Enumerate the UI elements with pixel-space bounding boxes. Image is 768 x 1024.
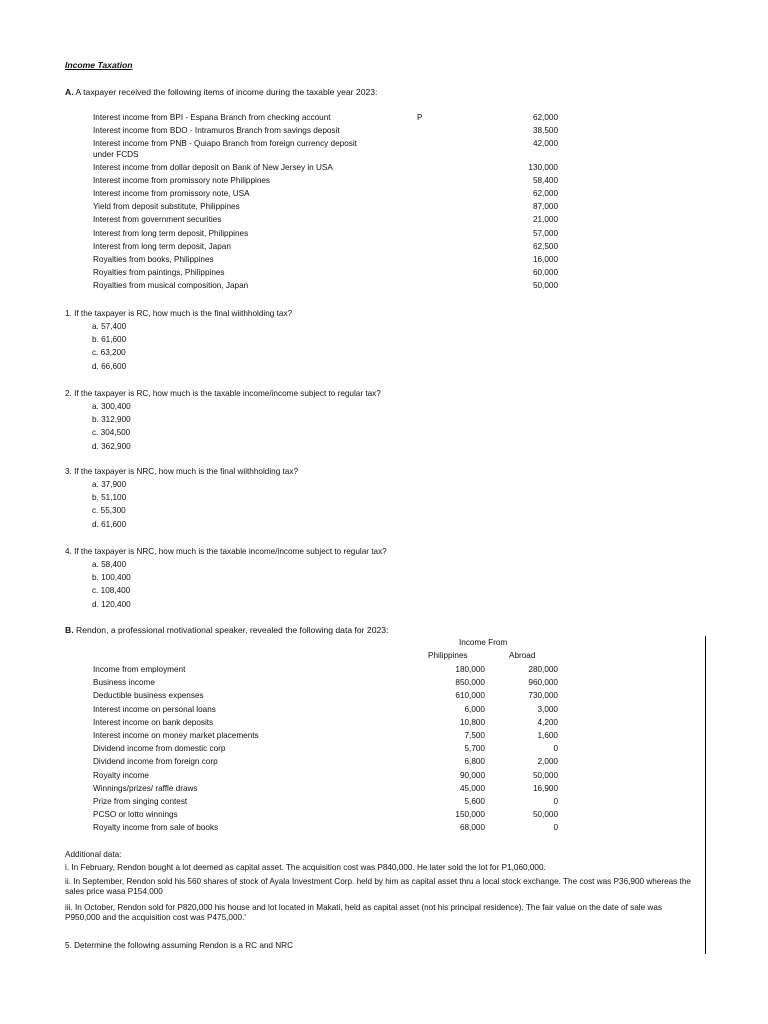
section-a-intro-text: A taxpayer received the following items of income during the taxable year 2023:: [75, 87, 378, 97]
income-item-value: 16,000: [532, 255, 558, 264]
income-item-value: 62,000: [532, 113, 558, 122]
additional-heading: Additional data:: [65, 850, 122, 859]
answer-option: c. 304,500: [92, 428, 131, 438]
rendon-row-philippines-value: 6,800: [464, 757, 485, 767]
income-item-label: Royalties from books, Philippines: [93, 255, 214, 264]
rendon-row-abroad-value: 2,000: [537, 757, 558, 767]
question-5: 5. Determine the following assuming Rendon is a RC and NRC: [65, 941, 293, 950]
rendon-row-abroad-value: 280,000: [528, 665, 558, 674]
additional-item-ii: ii. In September, Rendon sold his 560 shares of stock of Ayala Investment Corp. held by him as capital asset thru a local stock exchange. The cost was P36,900 whereas the sales price wasa P154,000: [65, 877, 691, 896]
rendon-row-label: Dividend income from foreign corp: [93, 757, 218, 767]
rendon-row-label: Winnings/prizes/ raffle draws: [93, 783, 198, 793]
income-item-label: Interest income from promissory note, USA: [93, 189, 250, 198]
answer-option: b. 51,100: [92, 493, 127, 503]
rendon-row-philippines-value: 7,500: [464, 731, 485, 740]
rendon-row-philippines-value: 610,000: [455, 691, 485, 701]
income-item-value: 38,500: [532, 126, 558, 135]
additional-item-iii: iii. In October, Rendon sold for P820,000 his house and lot located in Makati, held as capital asset (not his principal residence). The fair value on the date of sale was P950,000 and the acquisition cost was P475,000.': [65, 903, 662, 922]
answer-option: d. 120,400: [92, 599, 131, 609]
answer-option: d. 61,600: [92, 519, 127, 529]
col-abroad-header: Abroad: [509, 651, 536, 660]
income-item-label: Interest income from PNB - Quiapo Branch from foreign currency deposit: [93, 139, 357, 148]
rendon-row-abroad-value: 1,600: [537, 731, 558, 740]
income-item-label: Interest from government securities: [93, 215, 222, 224]
col-philippines-header: Philippines: [428, 651, 468, 660]
income-item-label: Interest income from promissory note Philippines: [93, 176, 271, 185]
rendon-row-abroad-value: 730,000: [528, 691, 558, 701]
rendon-row-label: Deductible business expenses: [93, 691, 204, 701]
income-item-label: Interest income from BPI - Espana Branch from checking account: [93, 113, 331, 122]
income-item-label: Interest income from BDO - Intramuros Branch from savings deposit: [93, 126, 340, 135]
right-border-line: [705, 636, 706, 954]
answer-option: c. 63,200: [92, 348, 126, 358]
currency-symbol: P: [417, 113, 423, 122]
income-item-value: 62,500: [532, 242, 558, 251]
rendon-row-philippines-value: 180,000: [455, 665, 485, 674]
income-item-value: 62,000: [532, 189, 558, 198]
rendon-row-philippines-value: 68,000: [459, 823, 485, 833]
section-a-label: A.: [65, 87, 74, 97]
answer-option: b. 312,900: [92, 415, 131, 425]
answer-option: b. 100,400: [92, 573, 131, 583]
rendon-row-abroad-value: 0: [553, 797, 558, 806]
rendon-row-philippines-value: 6,000: [464, 704, 485, 714]
answer-option: a. 57,400: [92, 322, 127, 331]
rendon-row-philippines-value: 850,000: [455, 678, 485, 688]
rendon-row-abroad-value: 0: [553, 823, 558, 833]
answer-option: a. 37,900: [92, 480, 127, 489]
income-item-label: Interest from long term deposit, Japan: [93, 242, 231, 251]
rendon-row-philippines-value: 5,700: [464, 744, 485, 754]
section-a-intro: [65, 87, 377, 97]
rendon-row-label: Royalty income from sale of books: [93, 823, 219, 833]
rendon-row-label: Interest income on money market placements: [93, 731, 259, 740]
rendon-row-label: Interest income on bank deposits: [93, 717, 214, 727]
rendon-row-abroad-value: 4,200: [537, 717, 558, 727]
rendon-row-philippines-value: 10,800: [459, 717, 485, 727]
rendon-row-abroad-value: 16,900: [532, 783, 558, 793]
rendon-row-label: Dividend income from domestic corp: [93, 744, 226, 754]
document-title: Income Taxation: [65, 60, 133, 70]
question-1: 1. If the taxpayer is RC, how much is the final wiithholding tax?: [65, 309, 293, 318]
income-item-value: 57,000: [532, 229, 558, 238]
income-item-value: 42,000: [532, 139, 558, 148]
question-3: 3. If the taxpayer is NRC, how much is the final wiithholding tax?: [65, 467, 298, 476]
income-item-value: 87,000: [532, 202, 558, 211]
answer-option: c. 108,400: [92, 586, 131, 596]
rendon-row-abroad-value: 960,000: [528, 678, 558, 688]
rendon-row-philippines-value: 45,000: [459, 783, 485, 793]
rendon-row-label: Interest income on personal loans: [93, 704, 216, 714]
answer-option: d. 66,600: [92, 361, 127, 371]
section-b-intro-text: Rendon, a professional motivational speaker, revealed the following data for 2023:: [75, 625, 389, 635]
income-item-value: 21,000: [532, 215, 558, 224]
rendon-row-label: Prize from singing contest: [93, 797, 188, 806]
income-from-header: Income From: [459, 638, 508, 647]
rendon-row-abroad-value: 50,000: [532, 770, 558, 780]
rendon-row-abroad-value: 0: [553, 744, 558, 754]
income-item-value: 58,400: [532, 176, 558, 185]
income-item-label: Royalties from musical composition, Japan: [93, 281, 249, 290]
rendon-row-abroad-value: 3,000: [537, 704, 558, 714]
additional-item-i: i. In February, Rendon bought a lot deemed as capital asset. The acquisition cost was P840,000. He later sold the lot for P1,060,000.: [65, 863, 546, 872]
answer-option: a. 58,400: [92, 560, 127, 569]
rendon-row-label: PCSO or lotto winnings: [93, 810, 178, 820]
answer-option: d. 362,900: [92, 441, 131, 451]
income-item-label: Interest income from dollar deposit on Bank of New Jersey in USA: [93, 163, 333, 172]
income-item-label: Yield from deposit substitute, Philippines: [93, 202, 240, 211]
question-4: 4. If the taxpayer is NRC, how much is the taxable income/income subject to regular tax?: [65, 547, 387, 556]
income-item-value: 60,000: [532, 268, 558, 277]
section-b-label: B.: [65, 625, 74, 635]
rendon-row-label: Royalty income: [93, 770, 149, 780]
section-b-intro: [65, 625, 388, 635]
rendon-row-abroad-value: 50,000: [532, 810, 558, 820]
rendon-row-label: Business income: [93, 678, 155, 688]
rendon-row-philippines-value: 5,600: [464, 797, 485, 806]
answer-option: b. 61,600: [92, 335, 127, 345]
income-item-label: Royalties from paintings, Philippines: [93, 268, 225, 277]
rendon-row-philippines-value: 90,000: [459, 770, 485, 780]
answer-option: a. 300,400: [92, 402, 131, 411]
rendon-row-label: Income from employment: [93, 665, 186, 674]
income-item-label: Interest from long term deposit, Philippines: [93, 229, 249, 238]
income-item-value: 50,000: [532, 281, 558, 290]
answer-option: c. 55,300: [92, 506, 126, 516]
income-item-value: 130,000: [528, 163, 558, 172]
rendon-row-philippines-value: 150,000: [455, 810, 485, 820]
income-item-label-continued: under FCDS: [93, 150, 139, 159]
question-2: 2. If the taxpayer is RC, how much is the taxable income/income subject to regular tax?: [65, 389, 381, 398]
